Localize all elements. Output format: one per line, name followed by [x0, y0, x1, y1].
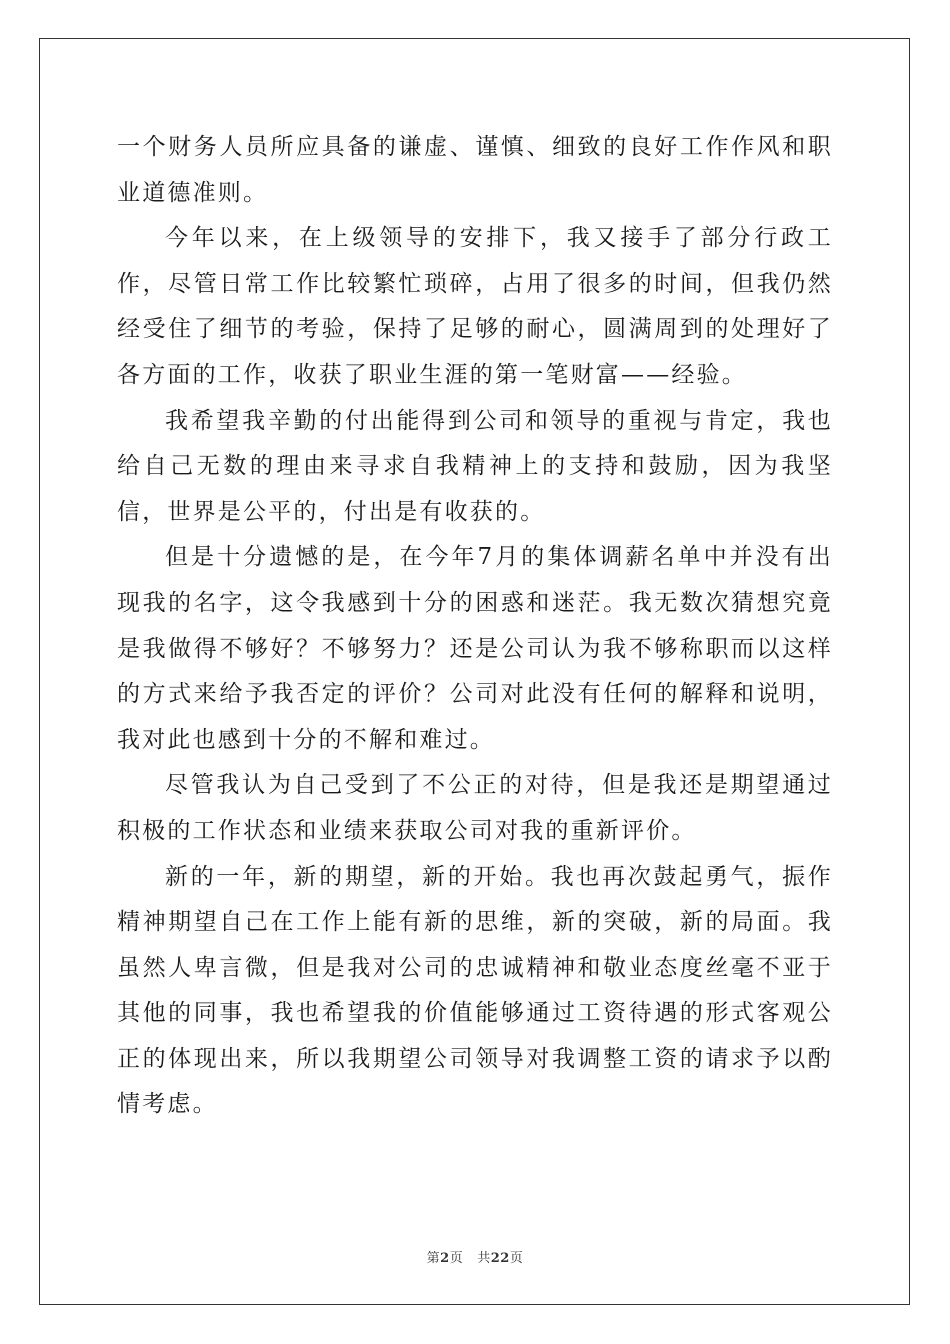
document-body [117, 125, 833, 1128]
page-label-prefix: 第 [426, 1251, 441, 1266]
paragraph: 今年以来，在上级领导的安排下，我又接手了部分行政工作，尽管日常工作比较繁忙琐碎，占用了很多的时间，但我仍然经受住了细节的考验，保持了足够的耐心，圆满周到的处理好了各方面的工作，收获了职业生涯的第一笔财富——经验。 [117, 225, 833, 388]
page-footer [0, 1247, 950, 1266]
page-label-suffix: 页 [449, 1251, 464, 1266]
total-pages: 22 [490, 1251, 510, 1266]
total-label-prefix: 共 [477, 1251, 491, 1266]
paragraph: 新的一年，新的期望，新的开始。我也再次鼓起勇气，振作精神期望自己在工作上能有新的思维，新的突破，新的局面。我虽然人卑言微，但是我对公司的忠诚精神和敬业态度丝毫不亚于其他的同事，我也希望我的价值能够通过工资待遇的形式客观公正的体现出来，所以我期望公司领导对我调整工资的请求予以酌情考虑。 [117, 863, 833, 1118]
total-label-suffix: 页 [509, 1251, 524, 1266]
paragraph: 一个财务人员所应具备的谦虚、谨慎、细致的良好工作作风和职业道德准则。 [117, 134, 833, 206]
paragraph: 尽管我认为自己受到了不公正的对待，但是我还是期望通过积极的工作状态和业绩来获取公司对我的重新评价。 [117, 772, 833, 844]
page-number: 2 [440, 1251, 450, 1266]
paragraph: 我希望我辛勤的付出能得到公司和领导的重视与肯定，我也给自己无数的理由来寻求自我精神上的支持和鼓励，因为我坚信，世界是公平的，付出是有收获的。 [117, 407, 833, 525]
paragraph: 但是十分遗憾的是，在今年7月的集体调薪名单中并没有出现我的名字，这令我感到十分的困惑和迷茫。我无数次猜想究竟是我做得不够好？不够努力？还是公司认为我不够称职而以这样的方式来给予我否定的评价？公司对此没有任何的解释和说明，我对此也感到十分的不解和难过。 [117, 544, 833, 753]
